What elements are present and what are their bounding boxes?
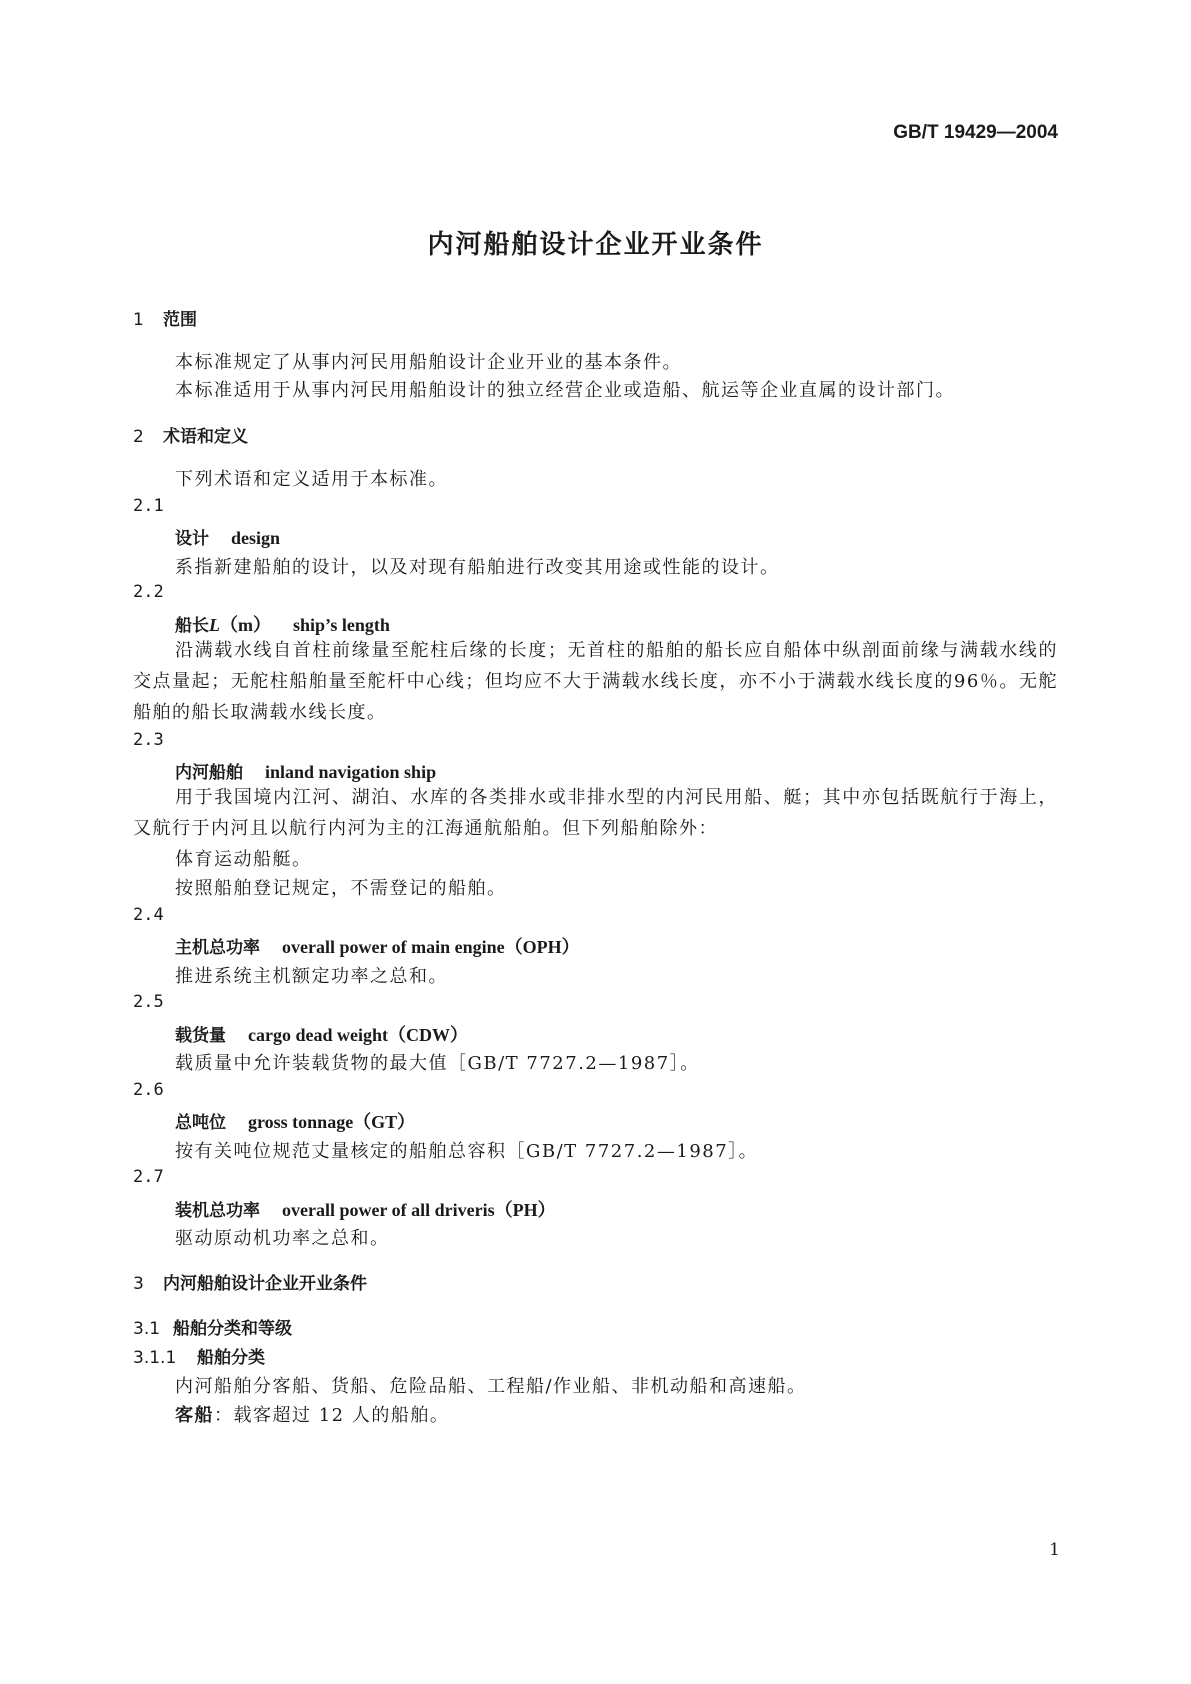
term-zh: 设计 bbox=[175, 529, 209, 549]
section-number: 2 bbox=[133, 427, 144, 447]
term-zh: 载货量 bbox=[175, 1026, 226, 1046]
term-heading bbox=[175, 933, 580, 959]
term-definition: 用于我国境内江河、湖泊、水库的各类排水或非排水型的内河民用船、艇；其中亦包括既航行于海上，又航行于内河且以航行内河为主的江海通航船舶。但下列船舶除外： bbox=[133, 787, 1058, 839]
term-definition: 按有关吨位规范丈量核定的船舶总容积［GB/T 7727.2—1987］。 bbox=[175, 1141, 759, 1162]
section-1-heading bbox=[133, 305, 197, 330]
term-zh: 内河船舶 bbox=[175, 763, 243, 783]
paragraph: 本标准规定了从事内河民用船舶设计企业开业的基本条件。 bbox=[175, 352, 682, 373]
standard-number: GB/T 19429—2004 bbox=[893, 122, 1058, 143]
clause-number: 2.1 bbox=[133, 496, 164, 516]
clause-number: 2.3 bbox=[133, 730, 164, 750]
section-number: 3 bbox=[133, 1274, 144, 1294]
inline-text: ：载客超过 12 人的船舶。 bbox=[214, 1405, 450, 1426]
term-heading bbox=[175, 1021, 468, 1047]
term-en: overall power of main engine（OPH） bbox=[282, 937, 580, 957]
term-heading bbox=[175, 1108, 415, 1134]
section-number: 3.1.1 bbox=[133, 1348, 177, 1368]
term-en: inland navigation ship bbox=[265, 762, 437, 782]
term-zh: 装机总功率 bbox=[175, 1201, 260, 1221]
term-en: design bbox=[231, 528, 281, 548]
term-unit: （m） bbox=[220, 615, 271, 635]
paragraph: 下列术语和定义适用于本标准。 bbox=[175, 469, 448, 490]
exclusion-item: 体育运动船艇。 bbox=[175, 849, 312, 870]
exclusion-item: 按照船舶登记规定，不需登记的船舶。 bbox=[175, 878, 507, 899]
term-zh: 总吨位 bbox=[175, 1113, 226, 1133]
subsection-3-1-heading bbox=[133, 1314, 292, 1339]
clause-number: 2.6 bbox=[133, 1080, 164, 1100]
document-title: 内河船舶设计企业开业条件 bbox=[427, 230, 764, 260]
paragraph: 内河船舶分客船、货船、危险品船、工程船/作业船、非机动船和高速船。 bbox=[175, 1376, 807, 1397]
section-title: 船舶分类 bbox=[197, 1348, 265, 1368]
section-number: 1 bbox=[133, 310, 144, 330]
term-en: gross tonnage（GT） bbox=[248, 1112, 416, 1132]
page-number: 1 bbox=[1049, 1540, 1060, 1560]
term-heading bbox=[175, 611, 390, 637]
clause-number: 2.7 bbox=[133, 1167, 164, 1187]
section-title: 船舶分类和等级 bbox=[173, 1319, 292, 1339]
section-2-heading bbox=[133, 422, 248, 447]
term-zh: 主机总功率 bbox=[175, 938, 260, 958]
subsection-3-1-1-heading bbox=[133, 1343, 265, 1368]
clause-number: 2.5 bbox=[133, 992, 164, 1012]
section-3-heading bbox=[133, 1269, 367, 1294]
term-symbol: L bbox=[209, 615, 220, 635]
term-en: cargo dead weight（CDW） bbox=[248, 1025, 468, 1045]
paragraph bbox=[175, 1401, 449, 1427]
section-title: 范围 bbox=[163, 310, 197, 330]
section-title: 术语和定义 bbox=[163, 427, 248, 447]
section-title: 内河船舶设计企业开业条件 bbox=[163, 1274, 367, 1294]
clause-number: 2.2 bbox=[133, 582, 164, 602]
inline-term: 客船 bbox=[175, 1405, 214, 1426]
term-en: overall power of all driveris（PH） bbox=[282, 1200, 556, 1220]
section-number: 3.1 bbox=[133, 1319, 161, 1339]
term-heading bbox=[175, 1196, 556, 1222]
term-heading bbox=[175, 758, 436, 783]
paragraph: 本标准适用于从事内河民用船舶设计的独立经营企业或造船、航运等企业直属的设计部门。 bbox=[175, 380, 955, 401]
term-definition: 驱动原动机功率之总和。 bbox=[175, 1228, 390, 1249]
term-definition: 推进系统主机额定功率之总和。 bbox=[175, 966, 448, 987]
clause-number: 2.4 bbox=[133, 905, 164, 925]
term-heading bbox=[175, 524, 280, 549]
term-definition: 系指新建船舶的设计，以及对现有船舶进行改变其用途或性能的设计。 bbox=[175, 557, 780, 578]
term-definition: 沿满载水线自首柱前缘量至舵柱后缘的长度；无首柱的船舶的船长应自船体中纵剖面前缘与满载水线的交点量起；无舵柱船舶量至舵杆中心线；但均应不大于满载水线长度，亦不小于满载水线长度的96％。无舵船舶的船长取满载水线长度。 bbox=[133, 640, 1058, 723]
term-zh: 船长 bbox=[175, 616, 209, 636]
term-en: ship’s length bbox=[293, 615, 390, 635]
term-definition: 载质量中允许装载货物的最大值［GB/T 7727.2—1987］。 bbox=[175, 1053, 700, 1074]
